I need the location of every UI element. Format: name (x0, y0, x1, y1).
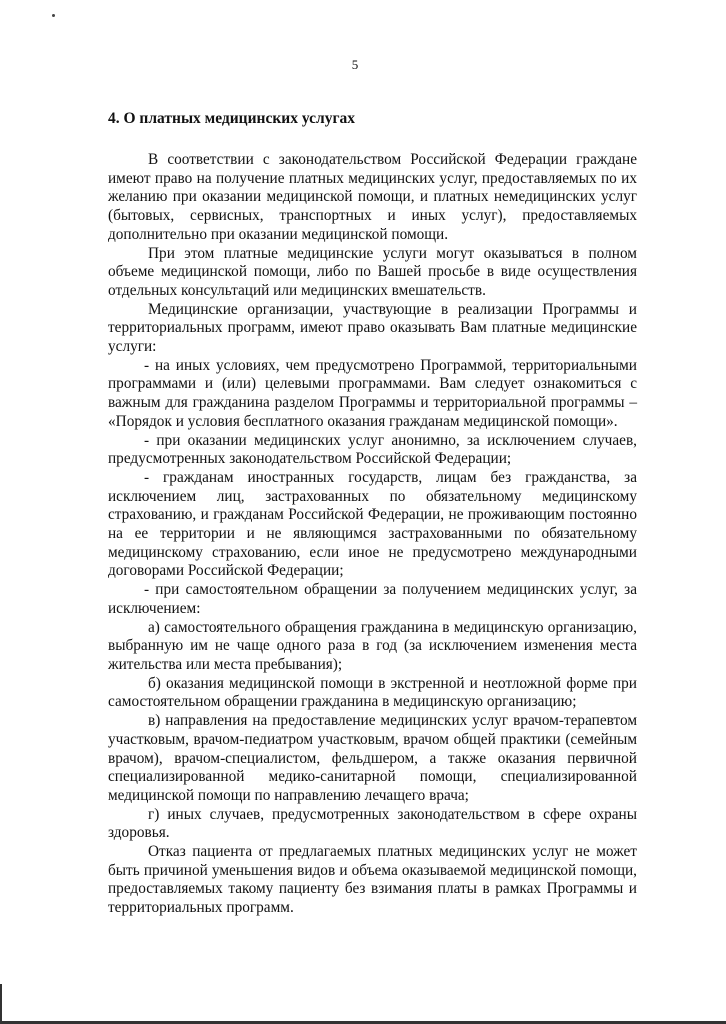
paragraph-scope: При этом платные медицинские услуги могут оказываться в полном объеме медицинской помощи, либо по Вашей просьбе в виде осуществления отдельных консультаций или медицинских вмешательств. (108, 244, 637, 299)
paragraph-refusal: Отказ пациента от предлагаемых платных медицинских услуг не может быть причиной уменьшения видов и объема оказываемой медицинской помощи, предоставляемых такому пациенту без взимания платы в рамках Программы и территориальных программ. (108, 843, 637, 917)
list-item-self-referral: - при самостоятельном обращении за получением медицинских услуг, за исключением: (108, 581, 637, 617)
list-item-anonymous: - при оказании медицинских услуг анонимно, за исключением случаев, предусмотренных законодательством Российской Федерации; (108, 431, 637, 468)
paragraph-paid-services-right: В соответствии с законодательством Российской Федерации граждане имеют право на получение платных медицинских услуг, предоставляемых по их желанию при оказании медицинской помощи, и платных немедицинских услуг (бытовых, сервисных, транспортных и иных услуг), предоставляемых дополнительно при оказании медицинской помощи. (108, 151, 637, 243)
list-item-other-conditions: - на иных условиях, чем предусмотрено Программой, территориальными программами и (или) целевыми программами. Вам следует ознакомиться с важным для гражданина разделом Программы и территориальной программы – «Порядок и условия бесплатного оказания гражданам медицинской помощи». (108, 356, 637, 430)
list-item-foreign-citizens: - гражданам иностранных государств, лицам без гражданства, за исключением лиц, застрахованных по обязательному медицинскому страхованию, и гражданам Российской Федерации, не проживающим постоянно на ее территории и не являющимся застрахованными по обязательному медицинскому страхованию, если иное не предусмотрено международными договорами Российской Федерации; (108, 468, 637, 580)
list-item-a: а) самостоятельного обращения гражданина в медицинскую организацию, выбранную им не чаще одного раза в год (за исключением изменения места жительства или места пребывания); (108, 618, 637, 673)
list-item-b: б) оказания медицинской помощи в экстренной и неотложной форме при самостоятельном обращении гражданина в медицинскую организацию; (108, 674, 637, 711)
list-item-v: в) направления на предоставление медицинских услуг врачом-терапевтом участковым, врачом-педиатром участковым, врачом общей практики (семейным врачом), врачом-специалистом, фельдшером, а также оказания первичной специализированной медико-санитарной помощи, специализированной медицинской помощи по направлению лечащего врача; (108, 712, 637, 804)
scan-speck (52, 14, 55, 17)
section-heading: 4. О платных медицинских услугах (108, 110, 355, 127)
paragraph-organizations: Медицинские организации, участвующие в реализации Программы и территориальных программ, имеют право оказывать Вам платные медицинские услуги: (108, 300, 637, 356)
section-body (108, 151, 637, 918)
list-item-g: г) иных случаев, предусмотренных законодательством в сфере охраны здоровья. (108, 805, 637, 842)
scan-edge-left (0, 984, 2, 1024)
page-number: 5 (351, 57, 359, 72)
